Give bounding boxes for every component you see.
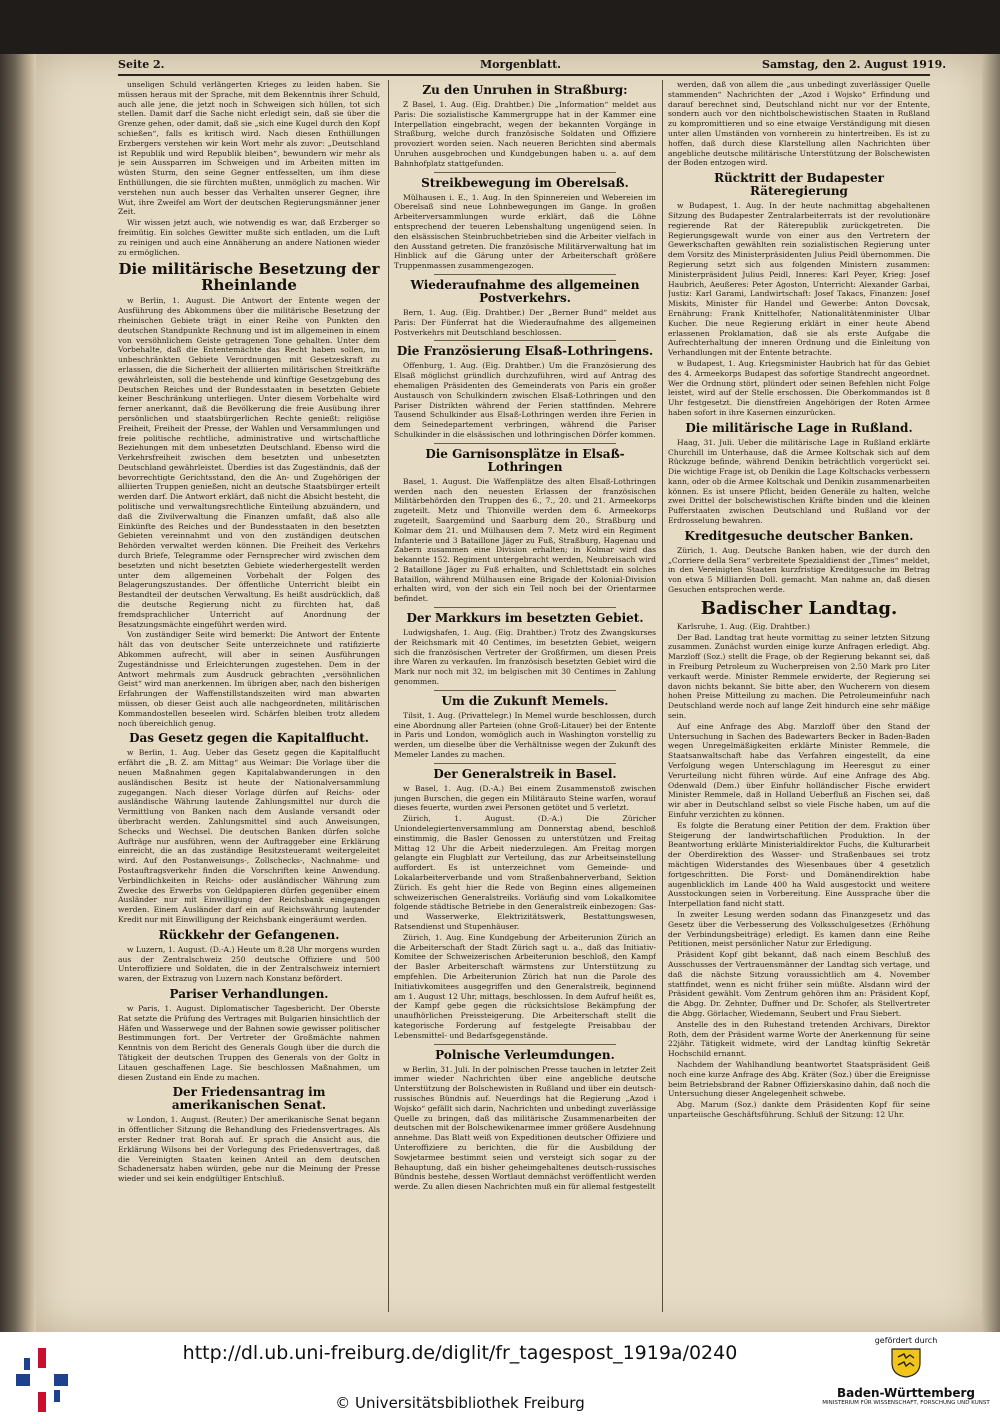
ub-freiburg-logo [12, 1348, 72, 1412]
page-number: Seite 2. [118, 58, 165, 71]
article-divider [434, 1044, 616, 1045]
book-spine [0, 54, 36, 1332]
headline: Das Gesetz gegen die Kapitalflucht. [129, 731, 369, 746]
paragraph: Von zuständiger Seite wird bemerkt: Die Antwort der Entente hält das von deutscher Seite unterzeichnete und ratifizierte Abkommen aufrecht, will aber in seinen Ausführungen Zugeständnisse und Erleichterungen zugestehen. Dem in der Antwort mehrmals zum Ausdruck gebrachten „versöhnlichen Geist“ wird man anerkennen. Im übrigen aber, nach den bisherigen Erfahrungen der Waffenstillstandszeiten wird man abwarten müssen, ob dieser Geist auch alle nachgeordneten, militärischen Kommandostellen beseelen wird. Schärfen bleiben trotz alledem noch übereichlich genug. [118, 630, 380, 728]
headline: Zu den Unruhen in Straßburg: [422, 83, 628, 97]
headline: Der Generalstreik in Basel. [433, 766, 617, 781]
article-divider [434, 443, 616, 444]
paragraph: Auf eine Anfrage des Abg. Marzloff über den Stand der Untersuchung in Sachen des Badewarters Becker in Baden-Baden wegen Unregelmäßigkeiten erklärte Minister Remmele, die Staatsanwaltschaft habe das Verfahren eingestellt, da eine Verfolgung wegen Unterschlagung im Heeresgut zu einer Verurteilung nicht führen würde. Auf eine Anfrage des Abg. Odenwald (Dem.) über Einfuhr holländischer Fische erwidert Minister Remmele, daß in Holland Ueberfluß an Fischen sei, daß wir aber in Deutschland selbst so viele Fische haben, um auf die Einfuhr verzichten zu können. [668, 721, 930, 819]
article-divider [434, 607, 616, 608]
article-divider [434, 690, 616, 691]
article-divider [434, 172, 616, 173]
paragraph: Präsident Kopf gibt bekannt, daß nach einem Beschluß des Ausschusses der Vertrauensmänner der Landtag sich vertage, und daß die nächste Sitzung voraussichtlich am 4. November stattfindet, wenn es nicht früher sein müßte. Alsdann wird der Präsident gewählt. Vom Zentrum gehören ihm an: Präsident Kopf, die Abgg. Dr. Zehnter, Duffner und Dr. Schofer, als Stellvertreter die Abgg. Görlacher, Wiedemann, Seubert und Frau Siebert. [668, 950, 930, 1018]
paragraph: w Paris, 1. August. Diplomatischer Tagesbericht. Der Oberste Rat setzte die Prüfung des Vertrages mit Bulgarien hinsichtlich der Häfen und Wasserwege und der Bahnen sowie gewisser politischer Bestimmungen fort. Der Vertreter der Großmächte nahmen Kenntnis von dem Bericht des Generals Gough über die durch die Tätigkeit der deutschen Truppen des Generals von der Goltz in Litauen geschaffenen Lage. Sie beschlossen Maßnahmen, um diesen Zustand ein Ende zu machen. [118, 1003, 380, 1082]
headline: Der Friedensantrag im amerikanischen Senat. [171, 1085, 327, 1113]
ministry-name: MINISTERIUM FÜR WISSENSCHAFT, FORSCHUNG UND KUNST [822, 1400, 990, 1406]
paragraph: Zürich, 1. Aug. Deutsche Banken haben, wie der durch den „Corriere della Sera“ verbreitete Spezialdienst der „Times“ meldet, in den Vereinigten Staaten kurzfristige Kreditgesuche im Betrag von etwa 5 Milliarden Doll. gemacht. Man nahme an, daß diesen Gesuchen entsprochen werde. [668, 545, 930, 595]
column-right [668, 80, 930, 1312]
scan-right-edge [982, 54, 1000, 1332]
paragraph: Der Bad. Landtag trat heute vormittag zu seiner letzten Sitzung zusammen. Zunächst wurden einige kurze Anfragen erledigt. Abg. Marzloff (Soz.) stellt die Frage, ob der Regierung bekannt sei, daß in Freiburg Petroleum zu Wucherpreisen von 2.50 Mark pro Liter verkauft werde. Minister Remmele erwiderte, der Regierung sei davon nichts bekannt. Sie bitte aber, den Wucherern von diesem hohen Preise Mitteilung zu machen. Die Petroleumeinfuhr nach Deutschland werde noch auf lange Zeit hindurch eine sehr mäßige sein. [668, 632, 930, 721]
column-middle [394, 80, 656, 1312]
permalink[interactable]: http://dl.ub.uni-freiburg.de/diglit/fr_tagespost_1919a/0240 [182, 1342, 738, 1364]
paragraph: In zweiter Lesung werden sodann das Finanzgesetz und das Gesetz über die Verbesserung des Volksschulgesetzes (Erhöhung der Verbindungsbeiträge) erledigt. Es kamen dann eine Reihe Petitionen, meist persönlicher Natur zur Erledigung. [668, 909, 930, 949]
headline: Streikbewegung im Oberelsaß. [421, 175, 629, 190]
headline: Die Garnisonsplätze in Elsaß-Lothringen [425, 446, 625, 474]
paragraph: w London, 1. August. (Reuter.) Der amerikanische Senat begann in öffentlicher Sitzung die Behandlung des Friedensvertrages. Als erster Redner trat Borah auf. Er sprach die Ansicht aus, die Erklärung Wilsons bei der Vorlegung des Friedensvertrages, daß die Vereinigten Staaten keinen Anteil an dem deutschen Schadenersatz haben würden, gebe nur die Meinung der Presse wieder und sei kein endgültiger Entschluß. [118, 1115, 380, 1184]
column-rule [388, 80, 389, 1312]
paragraph: Zürich, 1. Aug. Eine Kundgebung der Arbeiterunion Zürich an die Arbeiterschaft der Stadt Zürich sagt u. a., daß das Initiativ-Komitee der Schweizerischen Arbeiterunion beschloß, den Kampf der Basler Arbeiterschaft wärmstens zur Unterstützung zu empfehlen. Die Arbeiterunion Zürich hat nun die Parole des Initiativkomitees ausgegriffen und den Generalstreik, beginnend am 1. August 12 Uhr, mittags, beschlossen. In dem Aufruf heißt es, der Kampf gebe gegen die rücksichtslose Bekämpfung der unaufhörlichen Preissteigerung. Die Arbeiterschaft stellt die kategorische Forderung auf festgelegte Preisabbau der Lebensmittel- und Bedarfsgegenstände. [394, 932, 656, 1040]
article-divider [434, 763, 616, 764]
article-divider [434, 274, 616, 275]
headline: Wiederaufnahme des allgemeinen Postverkehrs. [410, 277, 640, 305]
column-left [118, 80, 380, 1312]
paragraph: Nachdem der Wahlhandlung beantwortet Staatspräsident Geiß noch eine kurze Anfrage des Abg. Kräter (Soz.) über die Ereignisse beim Betriebsbrand der Rabner Offizierskasino dahin, daß noch die Untersuchung dieser Angelegenheit schwebe. [668, 1059, 930, 1099]
paragraph: Es folgte die Beratung einer Petition der dem. Fraktion über Steigerung der landwirtschaftlichen Produktion. In der Beantwortung erklärte Ministerialdirektor Fuchs, die Kulturarbeit der Oberdirektion des Wasser- und Straßenbaues sei trotz mächtigen Widerstandes des Wiesenbaues über 4 gesetzlich fortgeschritten. Die Forst- und Domänendirektion habe augenblicklich im Lande 400 ha Wald ausgestockt und weitere Ausstockungen seien in Vorbereitung. Eine Aussprache über die Interpellation fand nicht statt. [668, 820, 930, 909]
headline: Pariser Verhandlungen. [169, 986, 329, 1001]
headline: Die militärische Lage in Rußland. [685, 420, 913, 435]
scan-top-edge [0, 0, 1000, 54]
funder-block [820, 1336, 992, 1422]
paragraph: w Luzern, 1. August. (D.-A.) Heute um 8.28 Uhr morgens wurden aus der Zentralschweiz 250 deutsche Offiziere und 500 Unteroffiziere und Soldaten, die in der Zentralschweiz interniert waren, der Extrazug von Luzern nach Konstanz befördert. [118, 944, 380, 984]
headline: Badischer Landtag. [700, 597, 898, 619]
issue-date: Samstag, den 2. August 1919. [762, 58, 947, 71]
paragraph: Z Basel, 1. Aug. (Eig. Drahtber.) Die „Information“ meldet aus Paris: Die sozialistische Kammergruppe hat in der Kammer eine Interpellation eingebracht, wegen der bekannten Vorgänge in Straßburg, welche durch französische Soldaten und Offiziere provoziert worden seien. Nach neueren Berichten sind abermals Unruhen ausgebrochen und Kundgebungen haben u. a. auf dem Bahnhofplatz stattgefunden. [394, 100, 656, 168]
headline: Kreditgesuche deutscher Banken. [684, 528, 914, 543]
bw-crest-icon [886, 1345, 926, 1379]
paragraph: Abg. Marum (Soz.) dankte dem Präsidenten Kopf für seine unparteiische Geschäftsführung. Schluß der Sitzung: 12 Uhr. [668, 1100, 930, 1119]
headline: Um die Zukunft Memels. [441, 693, 609, 708]
paragraph: Ludwigshafen, 1. Aug. (Eig. Drahtber.) Trotz des Zwangskurses der Reichsmark mit 40 Centimes, im besetzten Gebiet, weigern sich die französischen Vertreter der Großfirmen, um diesen Preis ihre Waren zu verkaufen. Im französisch besetzten Gebiet wird die Mark nur noch mit 32, im belgischen mit 30 Centimes in Zahlung genommen. [394, 628, 656, 687]
paragraph: w Basel, 1. Aug. (D.-A.) Bei einem Zusammenstoß zwischen jungen Burschen, die gegen ein Militärauto Steine warfen, worauf dieses feuerte, wurden zwei Personen getötet und 5 verletzt. [394, 783, 656, 813]
headline: Die Französierung Elsaß-Lothringens. [396, 344, 654, 359]
headline: Rückkehr der Gefangenen. [158, 927, 340, 942]
paragraph: unseligen Schuld verlängerten Krieges zu leiden haben. Sie müssen heraus mit der Sprache, mit dem Bekenntnis ihrer Schuld, auch alle jene, die jetzt noch in Schweigen sich hüllen, tot sich stellen. Damit darf die Sache nicht erledigt sein, daß sie über die Grenze gehen, oder damit, daß sie „sich eine Kugel durch den Kopf schießen“, falls es kritisch wird. Nach diesen Enthüllungen Erzbergers verstehen wir kein Wort mehr als zuvor: „Deutschland ist Republik und wird Republik bleiben“, bewundern wir mehr als je sein Aussparren im Schweigen und im Arbeiten mitten im wüsten Sturm, den seine Gegner entfesselten, um ihm diese Enthüllungen, die sie fürchten mußten, unmöglich zu machen. Wir verstehen nun auch besser das Verhalten unserer Gegner, ihre Wut, ihre Zweifel am Wort der deutschen Regierungsmänner jener Zeit. [118, 80, 380, 217]
headline: Polnische Verleumdungen. [435, 1047, 615, 1062]
paragraph: Bern, 1. Aug. (Eig. Drahtber.) Der „Berner Bund“ meldet aus Paris: Der Fünferrat hat die Wiederaufnahme des allgemeinen Postverkehrs mit Deutschland beschlossen. [394, 307, 656, 337]
paragraph: w Berlin, 31. Juli. In der polnischen Presse tauchen in letzter Zeit immer wieder Nachrichten über eine angebliche deutsche Unterstützung der Bolschewisten in Rußland und über ein deutsch-russisches Bündnis auf. Neuerdings hat die Regierung „Azod i Wojsko“ gefällt sich darin, Nachrichten und unbedingt zuverlässige Quelle zu bringen, daß das militärische Zusammenarbeiten der deutschen mit der Bolschewikenarmee immer größere Ausdehnung annehme. Das Blatt weiß von Expeditionen deutscher Offiziere und Unteroffiziere zu berichten, die für die Ausbildung der Sowjetarmee bestimmt seien und versteigt sich sogar zu der Behauptung, daß ein bisher geheimgehaltenes deutsch-russisches Bündnis bestehe, dessen Wortlaut demnächst veröffentlicht werden werde. Zu allen diesen Nachrichten muß ein für allemal festgestellt [394, 1064, 656, 1192]
column-rule [662, 80, 663, 1312]
paragraph: Anstelle des in den Ruhestand tretenden Archivars, Direktor Roth, dem der Präsident warme Worte der Anerkennung für seine 22jähr. Tätigkeit widmete, wird der Landtag künftig Sekretär Hochschild ernannt. [668, 1019, 930, 1059]
paragraph: Zürich, 1. August. (D.-A.) Die Züricher Uniondelegiertenversammlung am Donnerstag abend, beschloß einstimmig, die Basler Genossen zu unterstützen und Freitag Mittag 12 Uhr die Arbeit niederzulegen. Am Freitag morgen gelangte ein Flugblatt zur Verteilung, das zur Arbeitseinstellung auffordert. Es ist unterzeichnet vom Gemeinde- und Lokalarbeiterverbande und vom Straßenbahnerverband, Sektion Zürich. Es geht hier die Rede von Beginn eines allgemeinen schweizerischen Generalstreiks. Vorläufig sind vom Lokalkomitee folgende städtische Betriebe in den Generalstreik einbezogen: Gas- und Wasserwerke, Elektrizitätswerk, Bestattungswesen, Ratsendienst und Stupenhäuser. [394, 814, 656, 931]
paragraph: Wir wissen jetzt auch, wie notwendig es war, daß Erzberger so freimütig. Ein solches Gewitter mußte sich entladen, um die Luft zu reinigen und auch eine Annäherung an andere Nationen wieder zu ermöglichen. [118, 218, 380, 257]
edition-label: Morgenblatt. [480, 58, 561, 71]
paragraph: w Berlin, 1. August. Die Antwort der Entente wegen der Ausführung des Abkommens über die militärische Besetzung der rheinischen Gebiete trägt in einer Reihe von Punkten den deutschen Standpunkte Rechnung und ist im allgemeinen in einem von versöhnlichem Geiste getragenen Tone gehalten. Unter dem Vorbehalte, daß die Ententemächte das Recht haben sollen, im unbeschränkten Gebiete Verordnungen mit Gesetzeskraft zu erlassen, die die Sicherheit der alliierten militärischen Streitkräfte gewährleisten, soll die bestehende und künftige Gesetzgebung des Deutschen Reiches und der Bundesstaaten in besetzten Gebiete keiner Beschränkung unterliegen. Unter diesem Vorbehalte wird ferner anerkannt, daß die Bevölkerung die freie Ausübung ihrer persönlichen und staatsbürgerlichen Rechte genießt: religiöse Freiheit, Freiheit der Presse, der Wahlen und Versammlungen und freie politische rechtliche, administrative und wirtschaftliche Beziehungen mit dem unbesetzten Deutschland. Ebenso wird die Verkehrsfreiheit zwischen dem besetzten und unbesetzten Deutschland gewährleistet. Überdies ist das Zugeständnis, daß der bevorrechtigte Gerichtsstand, den die An- und Zugehörigen der alliierten Truppen genießen, nicht an deutsche Staatsbürger erteilt werden darf. Die Antwort erklärt, daß nicht die Absicht besteht, die politische und verwaltungsrechtliche Einteilung abzuändern, und daß die Zivilverwaltung die Finanzen umfaßt, daß also alle Einkünfte des Reiches und der Bundesstaaten in den besetzten Gebieten vereinnahmt und von den zuständigen deutschen Behörden verwaltet werden können. Die Freiheit des Verkehrs durch Briefe, Telegramme oder Fernsprecher wird zwischen dem besetzten und nicht besetzten Gebiete wiederhergestellt werden unter dem allgemeinen Vorbehalt der Folgen des Belagerungszustandes. Der öffentliche Unterricht bleibt ein Bestandteil der deutschen Verwaltung. Es heißt ausdrücklich, daß die deutsche Regierung nicht zu fürchten hat, daß fremdsprachlicher Unterricht auf Anordnung der Besatzungsmächte eingeführt werden wird. [118, 296, 380, 629]
funded-by-label: gefördert durch [874, 1336, 938, 1345]
paragraph: w Berlin, 1. Aug. Ueber das Gesetz gegen die Kapitalflucht erfährt die „B. Z. am Mittag“ aus Weimar: Die Vorlage über die neuen Maßnahmen gegen Kapitalabwanderungen in den ausländischen Besitz ist heute der Nationalversammlung zugegangen. Nach dieser Vorlage dürfen auf Reichs- oder ausländische Währung lautende Zahlungsmittel nur durch die Vermittlung von Banken nach dem Auslande versandt oder überbracht werden. Zahlungsmittel sind auch Anweisungen, Schecks und Wechsel. Die deutschen Banken dürfen solche Aufträge nur ausführen, wenn der Auftraggeber eine Erklärung einreicht, die an das zuständige Besitzsteueramt weitergeleitet wird. Auf den Postanweisungs-, Zollschecks-, Nachnahme- und Postauftragsverkehr finden die Vorschriften keine Anwendung. Verbindlichkeiten in Reichs- oder ausländischer Währung zum Zwecke des Erwerbs von Geldpapieren dürfen gegenüber einem Ausländer nur mit Einwilligung der Reichsbank eingegangen werden. Einem Ausländer darf ein auf Reichswährung lautender Kredit nur mit Einwilligung der Reichsbank eingeräumt werden. [118, 748, 380, 924]
paragraph: Tilsit, 1. Aug. (Privattelegr.) In Memel wurde beschlossen, durch eine Abordnung aller Parteien (ohne Groß-Litauer) bei der Entente in Paris und London, womöglich auch in Washington vorstellig zu werden, um dieselbe über die Verhältnisse wegen der Zukunft des Memeler Landes zu machen. [394, 710, 656, 760]
paragraph: Haag, 31. Juli. Ueber die militärische Lage in Rußland erklärte Churchill im Unterhause, daß die Armee Koltschak sich auf dem Rückzuge befinde, während Denikin beträchtlich vorgerückt sei. Die wichtige Frage ist, ob Denikin die Lage Koltschacks verbessern kann, oder ob die Armee Koltschak und Denikin zusammenarbeiten können. Es ist unsere Pflicht, beiden Generäle zu halten, welche zwei Drittel der bolschewistischen Kräfte binden und die kleinen Pufferstaaten zwischen Deutschland und Rußland vor der Erdrosselung bewahren. [668, 437, 930, 526]
paragraph: Basel, 1. August. Die Waffenplätze des alten Elsaß-Lothringen werden nach den neuesten Erlassen der französischen Militärbehörden den Truppen des 6., 7., 20. und 21. Armeekorps zugeteilt. Metz und Thionville werden dem 6. Armeekorps zugeteilt, Saargemünd und Saarburg dem 20., Straßburg und Kolmar dem 21. und Mülhausen dem 7. Metz wird ein Regiment Infanterie und 3 Bataillone Jäger zu Fuß, Straßburg, Hagenau und Zabern zusammen eine Division erhalten; in Kolmar wird das bekannte 152. Regiment untergebracht werden, Neubreisach wird 2 Bataillone Jäger zu Fuß erhalten, und Schlettstadt ein solches Bataillon, während Mülhausen eine Brigade der Kolonial-Division erhalten wird, von der sich ein Teil noch bei der Orientarmee befindet. [394, 476, 656, 604]
article-divider [434, 340, 616, 341]
paragraph: werden, daß von allem die „aus unbedingt zuverlässiger Quelle stammenden“ Nachrichten der „Azod i Wojsko“ Erfindung und darauf berechnet sind, Deutschland nicht nur vor der Entente, sondern auch vor den nichtbolschewistischen Staaten in Rußland zu kompromittieren und so eine etwaige Verständigung mit diesen unter allen Umständen von vornherein zu hintertreiben. Es ist zu hoffen, daß durch diese Klarstellung allen Nachrichten über angebliche deutsche militärische Unterstützung der Bolschewisten der Boden entzogen wird. [668, 80, 930, 168]
headline: Der Markkurs im besetzten Gebiet. [406, 611, 644, 626]
copyright-notice: © Universitätsbibliothek Freiburg [335, 1394, 585, 1412]
paragraph: Offenburg, 1. Aug. (Eig. Drahtber.) Um die Französierung des Elsaß möglichst gründlich durchzuführen, wird auf Antrag des ehemaligen Präsidenten des Gemeinderats von Paris ein großer Austausch von Schulkindern zwischen Elsaß-Lothringen und den Pariser Distrikten während der Ferien stattfinden. Mehrere Tausend Schulkinder aus Elsaß-Lothringen werden ihre Ferien in dem Seinedepartement verbringen, während die Pariser Schulkinder in die elsässischen und lothringischen Dörfer kommen. [394, 361, 656, 439]
headline: Die militärische Besetzung der Rheinlande [118, 260, 380, 295]
headline: Rücktritt der Budapester Räteregierung [714, 171, 884, 199]
paragraph: w Budapest, 1. Aug. In der heute nachmittag abgehaltenen Sitzung des Budapester Zentralarbeiterrats ist der revolutionäre regierende Rat der Räterepublik zurückgetreten. Die Regierungsgewalt wurde von einer aus den Vertretern der Gewerkschaften gewählten rein sozialistischen Regierung unter dem Vorsitz des Ministerpräsidenten Julius Peidl übernommen. Die Regierung setzt sich aus folgenden Ministern zusammen: Ministerpräsident Julius Peidl, Inneres: Karl Peyer, Krieg: Josef Haubrich, Aeußeres: Peter Agoston, Unterricht: Alexander Garbai, Justiz: Karl Garami, Landwirtschaft: Josef Takacs, Finanzen: Josef Miskits, Minister für Handel und Gewerbe: Anton Dovcsak, Ernährung: Frank Knittelhofer, Nationalitätenminister Ulbar Kucher. Die neue Regierung erklärt in einer heute Abend erlassenen Proklamation, daß sie als erste Aufgabe die Aufrechterhaltung der inneren Ordnung und die Einleitung von Verhandlungen mit der Entente betrachte. [668, 201, 930, 358]
header-rule [118, 74, 930, 76]
paragraph: Mülhausen i. E., 1. Aug. In den Spinnereien und Webereien im Oberelsaß sind neue Lohnbewegungen im Gange. In großen Arbeiterversammlungen wurde erklärt, daß die Löhne entsprechend der teueren Lebenshaltung ungenügend seien. In den elsässischen Steinbruchbetrieben sind die Arbeiter vielfach in den Ausstand getreten. Die französische Militärverwaltung hat im Hinblick auf die Gärung unter der Arbeiterschaft größere Truppenmassen zusammengezogen. [394, 192, 656, 271]
paragraph: w Budapest, 1. Aug. Kriegsminister Haubrich hat für das Gebiet des 4. Armeekorps Budapest das sofortige Standrecht angeordnet. Wer die Ordnung stört, plündert oder seinen Befehlen nicht Folge leistet, wird auf der Stelle erschossen. Die Oberkommandos ist 8 Uhr festgesetzt. Die dienstfreien Angehörigen der Roten Armee haben sofort in ihre Kasernen einzurücken. [668, 358, 930, 417]
paragraph: Karlsruhe, 1. Aug. (Eig. Drahtber.) [677, 621, 810, 631]
bw-name: Baden-Württemberg [836, 1386, 975, 1400]
